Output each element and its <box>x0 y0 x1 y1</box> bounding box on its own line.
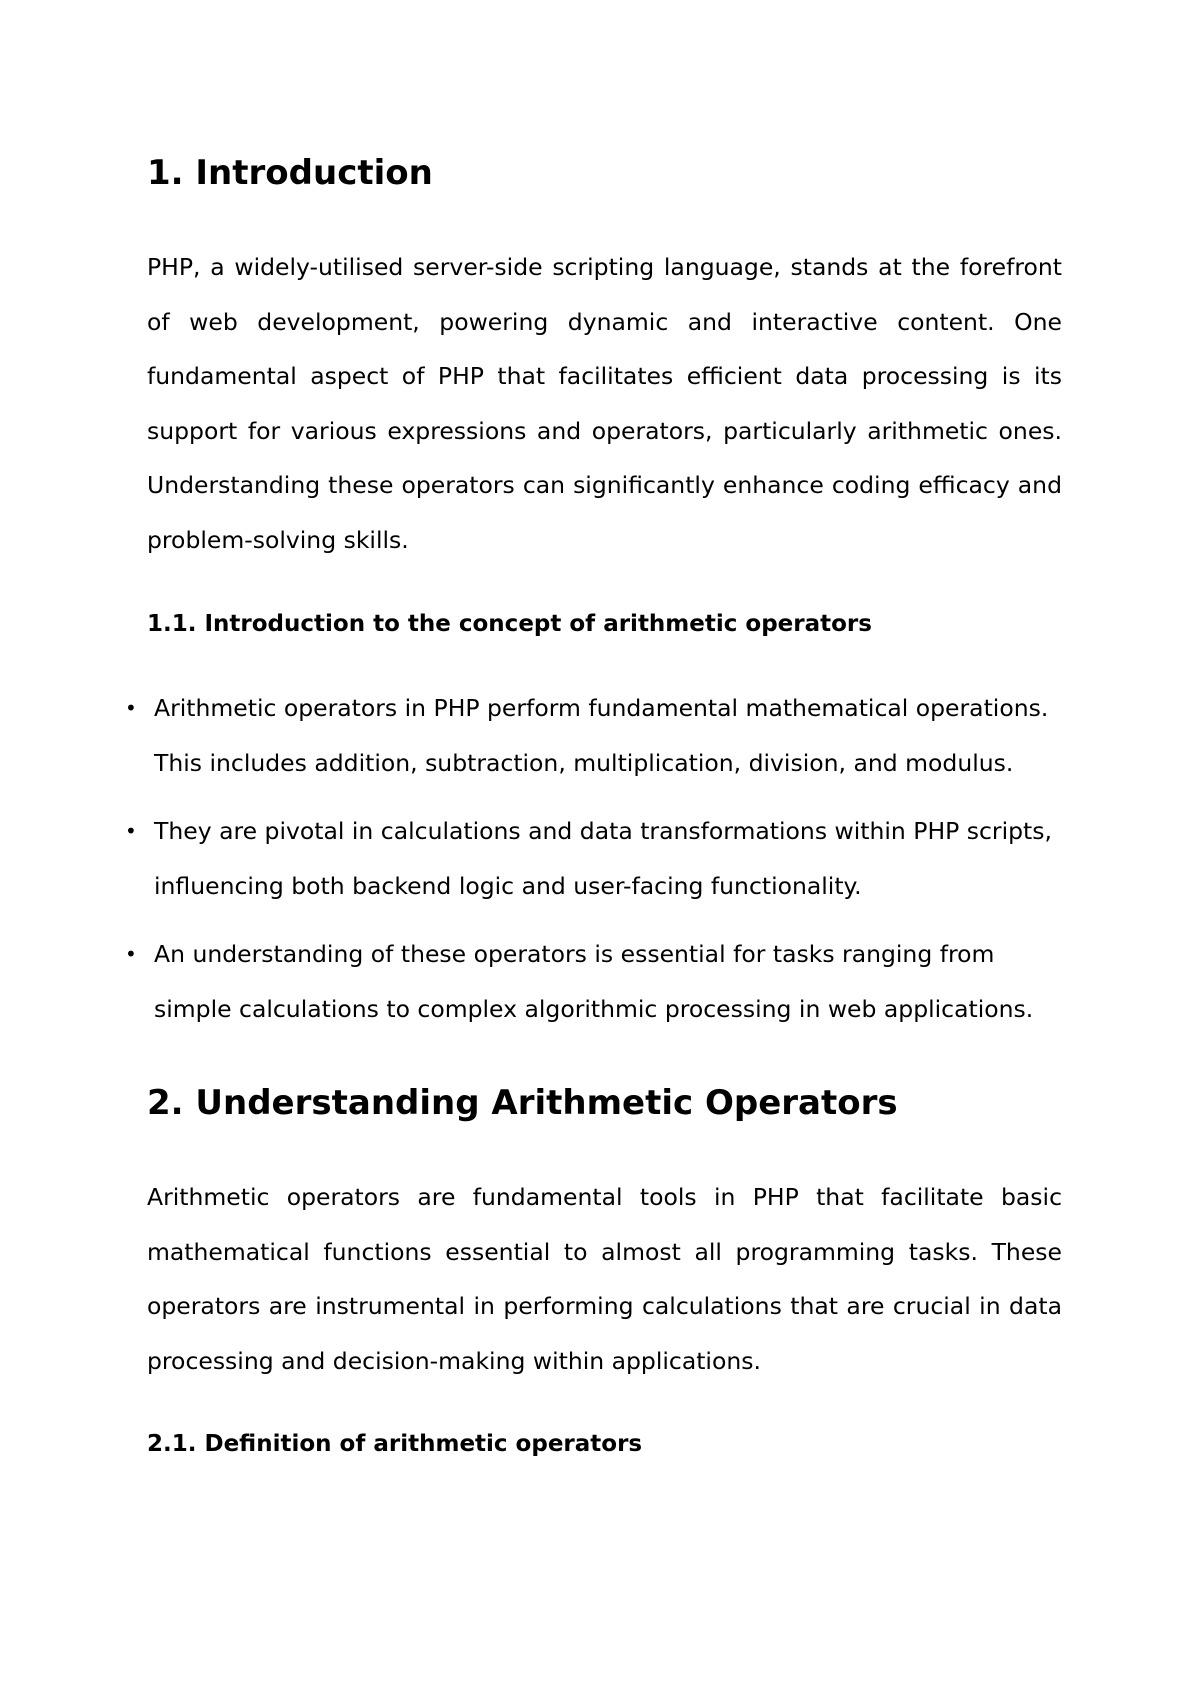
section-1-paragraph: PHP, a widely-utilised server-side scripting language, stands at the forefront of web development, powering dynamic and interactive content. One fundamental aspect of PHP that facilitates efficient data processing is its support for various expressions and operators, particularly arithmetic ones. Understanding these operators can significantly enhance coding efficacy and problem-solving skills. <box>147 253 1062 554</box>
bullet-text: An understanding of these operators is essential for tasks ranging from simple calculations to complex algorithmic processing in web applications. <box>154 940 1034 1023</box>
section-2-heading: 2. Understanding Arithmetic Operators <box>147 1083 898 1123</box>
bullet-dot: • <box>125 942 137 966</box>
bullet-text: Arithmetic operators in PHP perform fundamental mathematical operations. This includes addition, subtraction, multiplication, division, and modulus. <box>154 694 1049 777</box>
bullet-item-3 <box>125 927 1062 1037</box>
bullet-dot: • <box>125 819 137 843</box>
section-1-heading: 1. Introduction <box>147 153 433 193</box>
section-1-1-subheading: 1.1. Introduction to the concept of arithmetic operators <box>147 611 872 637</box>
bullet-item-2 <box>125 804 1062 914</box>
arithmetic-operators-bullet-list <box>125 681 1062 1050</box>
bullet-item-1 <box>125 681 1062 791</box>
bullet-text: They are pivotal in calculations and data transformations within PHP scripts, influencing both backend logic and user-facing functionality. <box>154 817 1052 900</box>
bullet-dot: • <box>125 696 137 720</box>
section-2-paragraph: Arithmetic operators are fundamental tools in PHP that facilitate basic mathematical functions essential to almost all programming tasks. These operators are instrumental in performing calculations that are crucial in data processing and decision-making within applications. <box>147 1183 1062 1375</box>
section-2-1-subheading: 2.1. Definition of arithmetic operators <box>147 1431 643 1457</box>
